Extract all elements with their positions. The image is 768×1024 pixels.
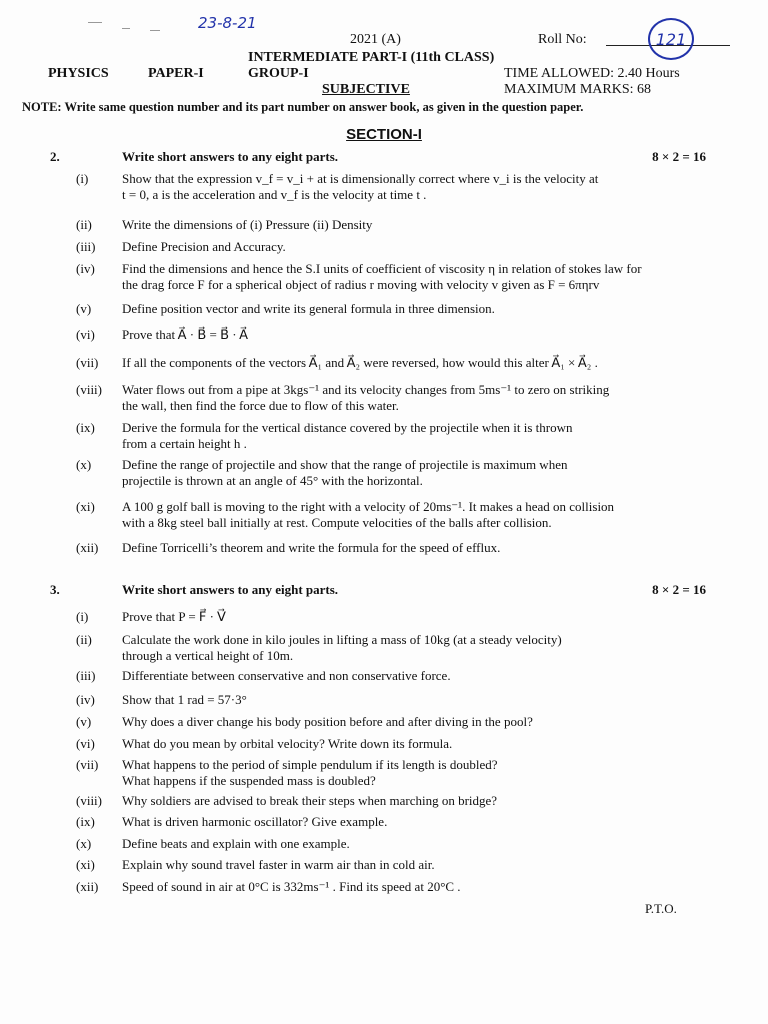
part-number: (ii) — [76, 217, 92, 232]
part-number: (i) — [76, 171, 89, 186]
part-text: Why does a diver change his body position before and after diving in the pool? — [122, 714, 533, 729]
instruction-note: NOTE: Write same question number and its part number on answer book, as given in the question paper. — [22, 100, 584, 114]
part-number: (ix) — [76, 814, 95, 829]
part-number: (iv) — [76, 261, 95, 276]
part-text: Define Precision and Accuracy. — [122, 239, 286, 254]
part-text: Differentiate between conservative and non conservative force. — [122, 668, 451, 683]
scan-speck — [122, 28, 130, 29]
part-number: (iii) — [76, 239, 96, 254]
page-turn-over: P.T.O. — [645, 901, 677, 916]
part-number: (ix) — [76, 420, 95, 435]
part-text: Write the dimensions of (i) Pressure (ii) Density — [122, 217, 373, 232]
part-number: (x) — [76, 457, 92, 472]
time-allowed: TIME ALLOWED: 2.40 Hours — [504, 66, 680, 81]
part-text: Define the range of projectile and show that the range of projectile is maximum when projectile is thrown at an angle of 45° with the horizontal. — [122, 457, 568, 488]
part-number: (xii) — [76, 879, 99, 894]
part-text: Derive the formula for the vertical distance covered by the projectile when it is thrown from a certain height h . — [122, 420, 573, 451]
section-title: SECTION-I — [346, 126, 422, 143]
question-marks: 8 × 2 = 16 — [652, 582, 706, 597]
exam-year: 2021 (A) — [350, 32, 401, 47]
part-number: (iii) — [76, 668, 96, 683]
question-heading: Write short answers to any eight parts. — [122, 149, 339, 164]
part-text: Find the dimensions and hence the S.I units of coefficient of viscosity η in relation of stokes law for the drag force F for a spherical object of radius r moving with velocity v given as F = 6πηrv — [122, 261, 642, 292]
scan-speck — [150, 30, 160, 31]
part-number: (i) — [76, 609, 89, 624]
part-number: (v) — [76, 301, 92, 316]
part-text: Define beats and explain with one example. — [122, 836, 350, 851]
part-text: Prove that P = F⃗ · V⃗ — [122, 609, 226, 624]
part-number: (iv) — [76, 692, 95, 707]
roll-no-label: Roll No: — [538, 32, 587, 47]
part-number: (viii) — [76, 793, 102, 808]
part-number: (vii) — [76, 355, 99, 370]
part-number: (x) — [76, 836, 92, 851]
part-text: Define Torricelli’s theorem and write the formula for the speed of efflux. — [122, 540, 501, 555]
part-text: What is driven harmonic oscillator? Give example. — [122, 814, 388, 829]
part-number: (xi) — [76, 499, 95, 514]
part-text: Show that the expression v_f = v_i + at is dimensionally correct where v_i is the velocity at t = 0, a is the acceleration and v_f is the velocity at time t . — [122, 171, 599, 202]
group-label: GROUP-I — [248, 66, 309, 81]
subjective-label: SUBJECTIVE — [322, 82, 410, 97]
part-text: Explain why sound travel faster in warm air than in cold air. — [122, 857, 435, 872]
question-marks: 8 × 2 = 16 — [652, 149, 706, 164]
part-number: (v) — [76, 714, 92, 729]
question-number: 2. — [50, 149, 60, 164]
part-text: A 100 g golf ball is moving to the right with a velocity of 20ms⁻¹. It makes a head on collision with a 8kg steel ball initially at rest. Compute velocities of the balls after collision. — [122, 499, 615, 530]
handwritten-date: 23-8-21 — [198, 14, 257, 32]
question-heading: Write short answers to any eight parts. — [122, 582, 339, 597]
paper-label: PAPER-I — [148, 66, 204, 81]
part-number: (vi) — [76, 327, 95, 342]
part-number: (xii) — [76, 540, 99, 555]
part-text: Prove that A⃗ · B⃗ = B⃗ · A⃗ — [122, 327, 249, 342]
maximum-marks: MAXIMUM MARKS: 68 — [504, 82, 652, 97]
part-number: (viii) — [76, 382, 102, 397]
part-text: Water flows out from a pipe at 3kgs⁻¹ and its velocity changes from 5ms⁻¹ to zero on striking the wall, then find the force due to flow of this water. — [122, 382, 610, 413]
part-text: If all the components of the vectors A⃗₁ and A⃗₂ were reversed, how would this alter A⃗₁ × A⃗₂ . — [122, 355, 598, 370]
part-number: (xi) — [76, 857, 95, 872]
part-number: (ii) — [76, 632, 92, 647]
part-number: (vi) — [76, 736, 95, 751]
part-text: What happens to the period of simple pendulum if its length is doubled? What happens if the suspended mass is doubled? — [122, 757, 498, 788]
scan-speck — [88, 22, 102, 23]
exam-title: INTERMEDIATE PART-I (11th CLASS) — [248, 50, 495, 65]
part-text: Speed of sound in air at 0°C is 332ms⁻¹ . Find its speed at 20°C . — [122, 879, 461, 894]
handwritten-roll-number: 121 — [648, 18, 694, 60]
part-text: Show that 1 rad = 57·3° — [122, 692, 247, 707]
part-text: Why soldiers are advised to break their steps when marching on bridge? — [122, 793, 498, 808]
question-number: 3. — [50, 582, 60, 597]
subject-name: PHYSICS — [48, 66, 109, 81]
part-text: Calculate the work done in kilo joules in lifting a mass of 10kg (at a steady velocity) through a vertical height of 10m. — [122, 632, 562, 663]
part-number: (vii) — [76, 757, 99, 772]
part-text: What do you mean by orbital velocity? Write down its formula. — [122, 736, 453, 751]
part-text: Define position vector and write its general formula in three dimension. — [122, 301, 495, 316]
